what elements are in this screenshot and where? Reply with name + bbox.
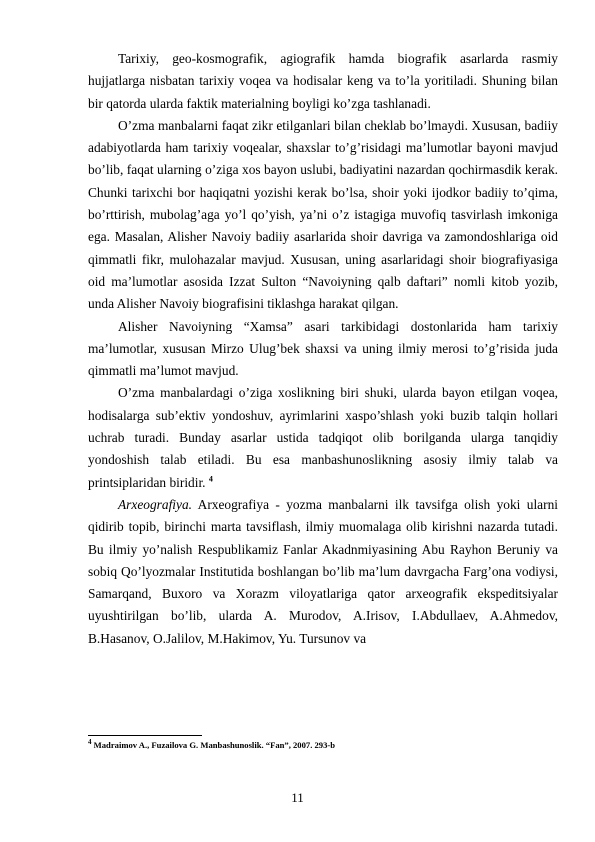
footnote-reference[interactable]: 4 [208, 474, 213, 484]
footnote [88, 739, 558, 751]
paragraph-5-text: Arxeografiya - yozma manbalarni ilk tavsifga olish yoki ularni qidirib topib, birinchi marta tavsiflash, ilmiy muomalaga olib kirishni nazarda tutadi. Bu ilmiy yo’nalish Respublikamiz Fanlar Akadnmiyasining Abu Rayhon Beruniy va sobiq Qo’lyozmalar Institutida boshlangan bo’lib ma’lum davrgacha Farg’ona vodiysi, Samarqand, Buxoro va Xorazm viloyatlariga qator arxeografik ekspeditsiyalar uyushtirilgan bo’lib, ularda A. Murodov, A.Irisov, I.Abdullaev, A.Ahmedov, B.Hasanov, O.Jalilov, M.Hakimov, Yu. Tursunov va [88, 496, 558, 646]
paragraph-1-text: Tarixiy, geo-kosmografik, agiografik hamda biografik asarlarda rasmiy hujjatlarga nisbatan tarixiy voqea va hodisalar keng va to’la yoritiladi. Shuning bilan bir qatorda ularda faktik materialning boyligi ko’zga tashlanadi. [88, 51, 558, 111]
footnote-separator [88, 735, 202, 736]
paragraph-4 [88, 382, 558, 493]
paragraph-2-text: O’zma manbalarni faqat zikr etilganlari bilan cheklab bo’lmaydi. Xususan, badiiy adabiyotlarda ham tarixiy voqealar, shaxslar to’g’risidagi ma’lumotlar bayoni mavjud bo’lib, faqat ularning o’ziga xos bayon uslubi, badiyatini nazardan qochirmasdik kerak. Chunki tarixchi bor haqiqatni yozishi kerak bo’lsa, shoir yoki ijodkor badiiy to’qima, bo’rttirish, mubolag’aga yo’l qo’yish, ya’ni o’z istagiga muvofiq tasvirlash imkoniga ega. Masalan, Alisher Navoiy badiiy asarlarida shoir davriga va zamondoshlariga oid qimmatli fikr, mulohazalar mavjud. Xususan, uning asarlaridagi shoir biografiyasiga oid ma’lumotlar asosida Izzat Sulton “Navoiyning qalb daftari” nomli kitob yozib, unda Alisher Navoiy biografisini tiklashga harakat qilgan. [88, 117, 558, 312]
paragraph-3-text: Alisher Navoiyning “Xamsa” asari tarkibidagi dostonlarida ham tarixiy ma’lumotlar, xususan Mirzo Ulug’bek shaxsi va uning ilmiy merosi to’g’risida juda qimmatli ma’lumot mavjud. [88, 318, 558, 379]
paragraph-2 [88, 115, 558, 316]
footnote-text: Madraimov A., Fuzailova G. Manbashunoslik. “Fan”, 2007. 293-b [91, 740, 336, 750]
paragraph-4-text: O’zma manbalardagi o’ziga xoslikning biri shuki, ularda bayon etilgan voqea, hodisalarga sub’ektiv yondoshuv, ayrimlarini xaspo’shlash yoki buzib talqin hollari uchrab turadi. Bunday asarlar ustida tadqiqot olib borilganda ularga tanqidiy yondoshish talab etiladi. Bu esa manbashunoslikning asosiy ilmiy talab va printsiplaridan biridir. [88, 385, 558, 490]
footnote-number: 4 [88, 738, 92, 747]
page-body [88, 48, 558, 650]
paragraph-5-lead: Arxeografiya. [118, 496, 193, 512]
page-number: 11 [291, 790, 304, 805]
paragraph-1 [88, 48, 558, 115]
paragraph-3 [88, 316, 558, 383]
paragraph-5 [88, 494, 558, 650]
